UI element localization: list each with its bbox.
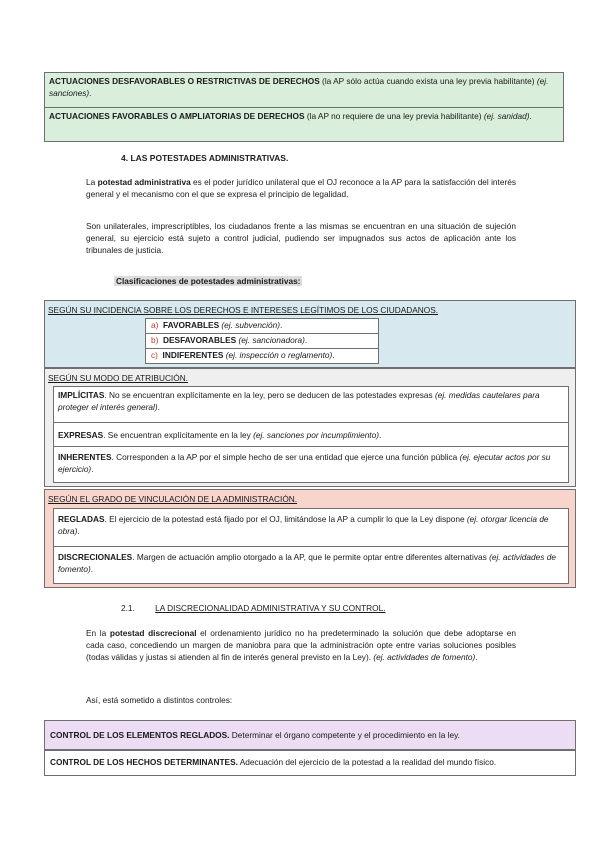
discrecionales-item (54, 547, 568, 583)
letter-a: a) (151, 320, 159, 330)
control-reglados-bold: CONTROL DE LOS ELEMENTOS REGLADOS. (50, 730, 230, 740)
regladas-end: . (77, 526, 80, 537)
vinculacion-list (53, 508, 569, 584)
section-4-p2: Son unilaterales, imprescriptibles, los ciudadanos frente a las mismas se encuentran en una situación de sujeción general, su ejercicio está sujeto a control judicial, pudiendo ser impugnados sus actos de aplicación ante los tribunales de justicia. (86, 221, 516, 256)
favorables-example: (ej. sanidad) (483, 111, 530, 121)
vinculacion-heading: SEGÚN EL GRADO DE VINCULACIÓN DE LA ADMINISTRACIÓN. (48, 494, 298, 504)
regladas-italic: (ej. otorgar licencia de obra) (58, 514, 549, 537)
item-a-bold: FAVORABLES (163, 320, 220, 330)
atribucion-list (53, 386, 569, 483)
desfavorables-box (45, 73, 563, 107)
inherentes-bold: INHERENTES (58, 452, 112, 462)
expresas-italic: (ej. sanciones por incumplimiento) (253, 430, 379, 440)
regladas-bold: REGLADAS (58, 514, 105, 524)
inherentes-text: . Corresponden a la AP por el simple hecho de ser una entidad que ejerce una función pública (111, 452, 460, 462)
section-21-title: LA DISCRECIONALIDAD ADMINISTRATIVA Y SU CONTROL. (155, 603, 386, 613)
control-hechos-text: Adecuación del ejercicio de la potestad a la realidad del mundo físico. (237, 757, 497, 767)
item-a-end: . (280, 320, 283, 330)
letter-b: b) (151, 335, 159, 345)
item-b-end: . (304, 335, 308, 345)
regladas-item (54, 509, 568, 547)
item-b-bold: DESFAVORABLES (163, 335, 237, 345)
inherentes-item (54, 447, 568, 482)
p1-rest: es el poder jurídico unilateral que el OJ reconoce a la AP para la satisfacción del interés general y el mecanismo con el que se expresa el principio de legalidad. (86, 177, 516, 200)
p1-pre: La (86, 177, 98, 187)
s21-p1-pre: En la (86, 628, 110, 638)
desfavorables-text: (la AP sólo actúa cuando exista una ley previa habilitante) (319, 76, 537, 86)
incidencia-block (44, 300, 576, 368)
control-hechos-box (44, 750, 576, 776)
section-4-title: 4. LAS POTESTADES ADMINISTRATIVAS. (121, 153, 289, 163)
vinculacion-block (44, 489, 576, 588)
implicitas-bold: IMPLÍCITAS (58, 390, 105, 400)
section-21-p2: Así, está sometido a distintos controles: (86, 695, 233, 705)
inherentes-italic: (ej. ejecutar actos por su ejercicio) (58, 452, 551, 475)
implicitas-italic: (ej. medidas cautelares para proteger el interés general) (58, 390, 540, 413)
p1-bold: potestad administrativa (97, 177, 191, 187)
s21-p1-italic: (ej. actividades de fomento) (373, 652, 476, 663)
control-reglados-box (44, 720, 576, 750)
inherentes-end: . (91, 464, 94, 475)
atribucion-block (44, 368, 576, 487)
desfavorables-title: ACTUACIONES DESFAVORABLES O RESTRICTIVAS DE DERECHOS (49, 76, 320, 86)
implicitas-end: . (157, 402, 160, 413)
control-hechos-bold: CONTROL DE LOS HECHOS DETERMINANTES. (50, 757, 238, 767)
incidencia-heading: SEGÚN SU INCIDENCIA SOBRE LOS DERECHOS E INTERESES LEGÍTIMOS DE LOS CIUDADANOS. (48, 305, 439, 315)
s21-p1-end: . (475, 652, 478, 663)
favorables-text: (la AP no requiere de una ley previa habilitante) (304, 111, 484, 121)
discrecionales-bold: DISCRECIONALES (58, 552, 133, 562)
regladas-text: . El ejercicio de la potestad está fijado por el OJ, limitándose la AP a cumplir lo que la Ley dispone (104, 514, 467, 524)
s21-p1-bold: potestad discrecional (109, 628, 197, 638)
section-21-heading (121, 602, 386, 614)
discrecionales-end: . (90, 564, 94, 575)
s21-p1-rest: el ordenamiento jurídico no ha predeterminado la solución que debe adoptarse en cada caso, concediendo un margen de maniobra para que la administración opte entre varias soluciones posibles (todas válidas y justas si atienden al fin de interés general previsto en la Ley). (86, 628, 516, 663)
classif-title (114, 275, 302, 287)
item-c-italic: (ej. inspección o reglamento) (225, 350, 333, 360)
item-b-italic: (ej. sancionadora) (238, 335, 305, 345)
discrecionales-italic: (ej. actividades de fomento) (58, 552, 556, 575)
implicitas-item (54, 387, 568, 423)
section-4-p1 (86, 176, 516, 200)
top-boxes (44, 72, 564, 142)
favorables-title: ACTUACIONES FAVORABLES O AMPLIATORIAS DE DERECHOS (49, 111, 305, 121)
item-a-italic: (ej. subvención) (221, 320, 280, 330)
favorables-end: . (529, 111, 532, 121)
expresas-item (54, 423, 568, 447)
incidencia-item-a (146, 319, 378, 334)
expresas-end: . (379, 430, 382, 440)
favorables-box (45, 107, 563, 141)
desfavorables-end: . (89, 88, 92, 99)
control-reglados-text: Determinar el órgano competente y el procedimiento en la ley. (229, 730, 460, 740)
incidencia-item-b (146, 334, 378, 349)
expresas-text: . Se encuentran explícitamente en la ley (103, 430, 254, 440)
incidencia-item-c (146, 349, 378, 363)
expresas-bold: EXPRESAS (58, 430, 104, 440)
section-21-num: 2.1. (121, 603, 135, 613)
letter-c: c) (151, 350, 158, 360)
desfavorables-example: (ej. sanciones) (49, 76, 549, 99)
classif-title-text: Clasificaciones de potestades administrativas: (116, 276, 301, 286)
atribucion-heading: SEGÚN SU MODO DE ATRIBUCIÓN. (48, 373, 188, 383)
item-c-end: . (332, 350, 335, 360)
section-21-p1 (86, 627, 516, 663)
incidencia-list (145, 318, 379, 364)
item-c-bold: INDIFERENTES (162, 350, 224, 360)
discrecionales-text: . Margen de actuación amplio otorgado a la AP, que le permite optar entre diferentes alternativas (132, 552, 490, 562)
implicitas-text: . No se encuentran explícitamente en la ley, pero se deducen de las potestades expresas (104, 390, 435, 400)
